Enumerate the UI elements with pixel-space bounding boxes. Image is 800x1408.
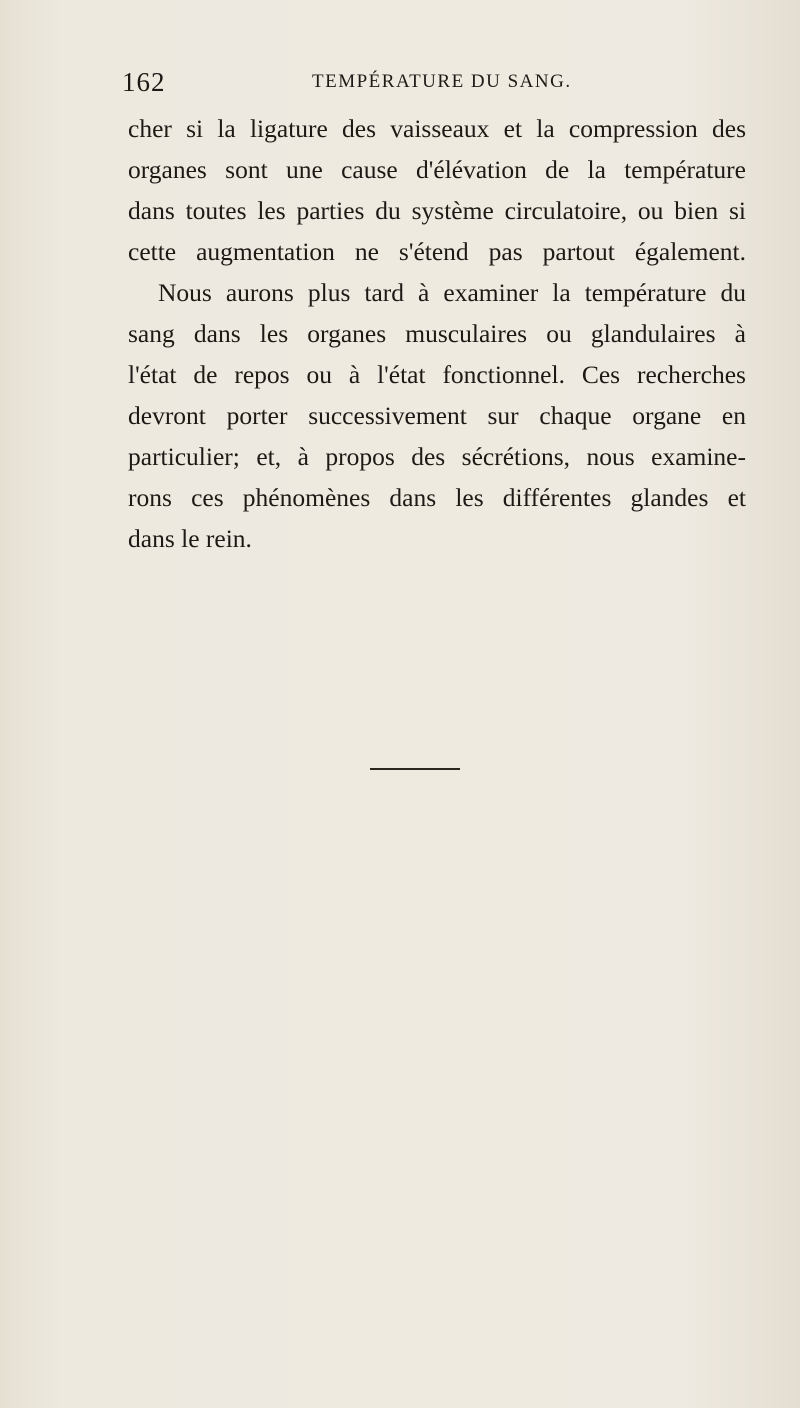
text-line: devront porter successivement sur chaque organe en — [128, 401, 746, 430]
text-line: dans le rein. — [128, 524, 252, 553]
text-line: particulier; et, à propos des sécrétions, nous examine- — [128, 442, 746, 471]
text-line: dans toutes les parties du système circulatoire, ou bien si — [128, 196, 746, 225]
running-title: TEMPÉRATURE DU SANG. — [312, 71, 572, 92]
section-divider — [370, 768, 460, 770]
text-line: organes sont une cause d'élévation de la température — [128, 155, 746, 184]
page-number: 162 — [122, 67, 166, 97]
running-head — [122, 64, 642, 100]
text-line: cher si la ligature des vaisseaux et la compression des — [128, 114, 746, 143]
body-text — [128, 108, 746, 559]
text-line: cette augmentation ne s'étend pas partout également. — [128, 237, 746, 266]
text-line: sang dans les organes musculaires ou glandulaires à — [128, 319, 746, 348]
text-line: Nous aurons plus tard à examiner la température du — [158, 278, 746, 307]
text-line: l'état de repos ou à l'état fonctionnel. Ces recherches — [128, 360, 746, 389]
text-line: rons ces phénomènes dans les différentes glandes et — [128, 483, 746, 512]
